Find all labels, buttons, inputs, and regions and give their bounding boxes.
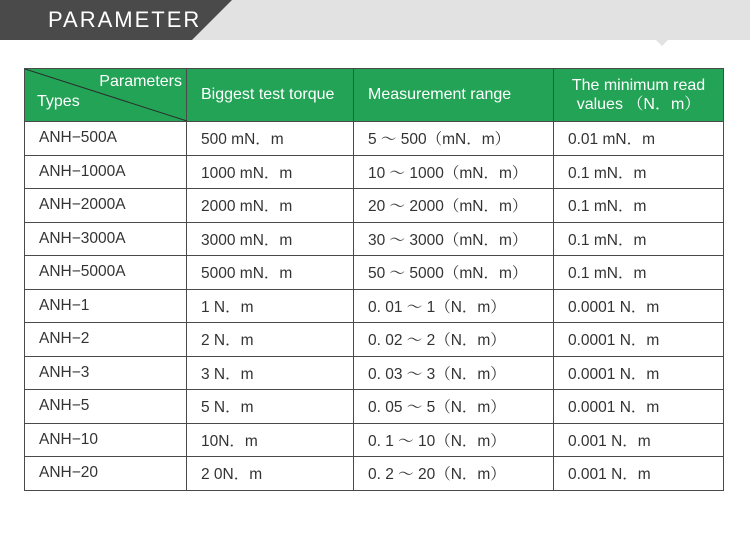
- banner-title: PARAMETER: [48, 7, 202, 32]
- cell-torque: 2000 mN．m: [187, 189, 354, 223]
- cell-torque: 1 N．m: [187, 289, 354, 323]
- cell-type: ANH−3: [25, 356, 187, 390]
- cell-min-read: 0.0001 N．m: [554, 323, 724, 357]
- cell-min-read: 0.1 mN．m: [554, 256, 724, 290]
- cell-range: 5 ～ 500（mN．m）: [354, 122, 554, 156]
- cell-type: ANH−3000A: [25, 222, 187, 256]
- cell-min-read: 0.1 mN．m: [554, 189, 724, 223]
- cell-type: ANH−5000A: [25, 256, 187, 290]
- cell-torque: 2 0N．m: [187, 457, 354, 491]
- cell-min-read: 0.1 mN．m: [554, 155, 724, 189]
- cell-range: 0. 03 ～ 3（N．m）: [354, 356, 554, 390]
- table-row: [25, 356, 724, 390]
- cell-range: 50 ～ 5000（mN．m）: [354, 256, 554, 290]
- cell-range: 0. 2 ～ 20（N．m）: [354, 457, 554, 491]
- cell-range: 0. 05 ～ 5（N．m）: [354, 390, 554, 424]
- header-min-read: The minimum read values （N．m）: [554, 69, 724, 122]
- cell-type: ANH−20: [25, 457, 187, 491]
- cell-min-read: 0.01 mN．m: [554, 122, 724, 156]
- parameter-banner: [0, 0, 750, 40]
- cell-type: ANH−2000A: [25, 189, 187, 223]
- cell-torque: 3 N．m: [187, 356, 354, 390]
- table-row: [25, 323, 724, 357]
- parameter-table: [24, 68, 724, 491]
- cell-type: ANH−10: [25, 423, 187, 457]
- header-diagonal-cell: [25, 69, 187, 122]
- table-row: [25, 122, 724, 156]
- table-row: [25, 289, 724, 323]
- cell-torque: 5 N．m: [187, 390, 354, 424]
- table-row: [25, 423, 724, 457]
- cell-range: 30 ～ 3000（mN．m）: [354, 222, 554, 256]
- header-range: Measurement range: [354, 69, 554, 122]
- cell-range: 10 ～ 1000（mN．m）: [354, 155, 554, 189]
- cell-range: 20 ～ 2000（mN．m）: [354, 189, 554, 223]
- cell-torque: 1000 mN．m: [187, 155, 354, 189]
- header-parameters-label: Parameters: [99, 73, 182, 90]
- cell-type: ANH−2: [25, 323, 187, 357]
- cell-min-read: 0.1 mN．m: [554, 222, 724, 256]
- cell-range: 0. 02 ～ 2（N．m）: [354, 323, 554, 357]
- cell-torque: 500 mN．m: [187, 122, 354, 156]
- cell-min-read: 0.0001 N．m: [554, 356, 724, 390]
- cell-min-read: 0.001 N．m: [554, 423, 724, 457]
- cell-torque: 10N．m: [187, 423, 354, 457]
- cell-torque: 2 N．m: [187, 323, 354, 357]
- cell-min-read: 0.0001 N．m: [554, 390, 724, 424]
- cell-torque: 3000 mN．m: [187, 222, 354, 256]
- table-header-row: [25, 69, 724, 122]
- table-row: [25, 155, 724, 189]
- table-row: [25, 457, 724, 491]
- cell-type: ANH−1: [25, 289, 187, 323]
- cell-type: ANH−500A: [25, 122, 187, 156]
- table-row: [25, 256, 724, 290]
- cell-torque: 5000 mN．m: [187, 256, 354, 290]
- cell-range: 0. 1 ～ 10（N．m）: [354, 423, 554, 457]
- cell-min-read: 0.001 N．m: [554, 457, 724, 491]
- cell-type: ANH−1000A: [25, 155, 187, 189]
- table-row: [25, 222, 724, 256]
- cell-min-read: 0.0001 N．m: [554, 289, 724, 323]
- header-torque: Biggest test torque: [187, 69, 354, 122]
- cell-type: ANH−5: [25, 390, 187, 424]
- cell-range: 0. 01 ～ 1（N．m）: [354, 289, 554, 323]
- table-row: [25, 189, 724, 223]
- header-types-label: Types: [37, 93, 80, 110]
- table-row: [25, 390, 724, 424]
